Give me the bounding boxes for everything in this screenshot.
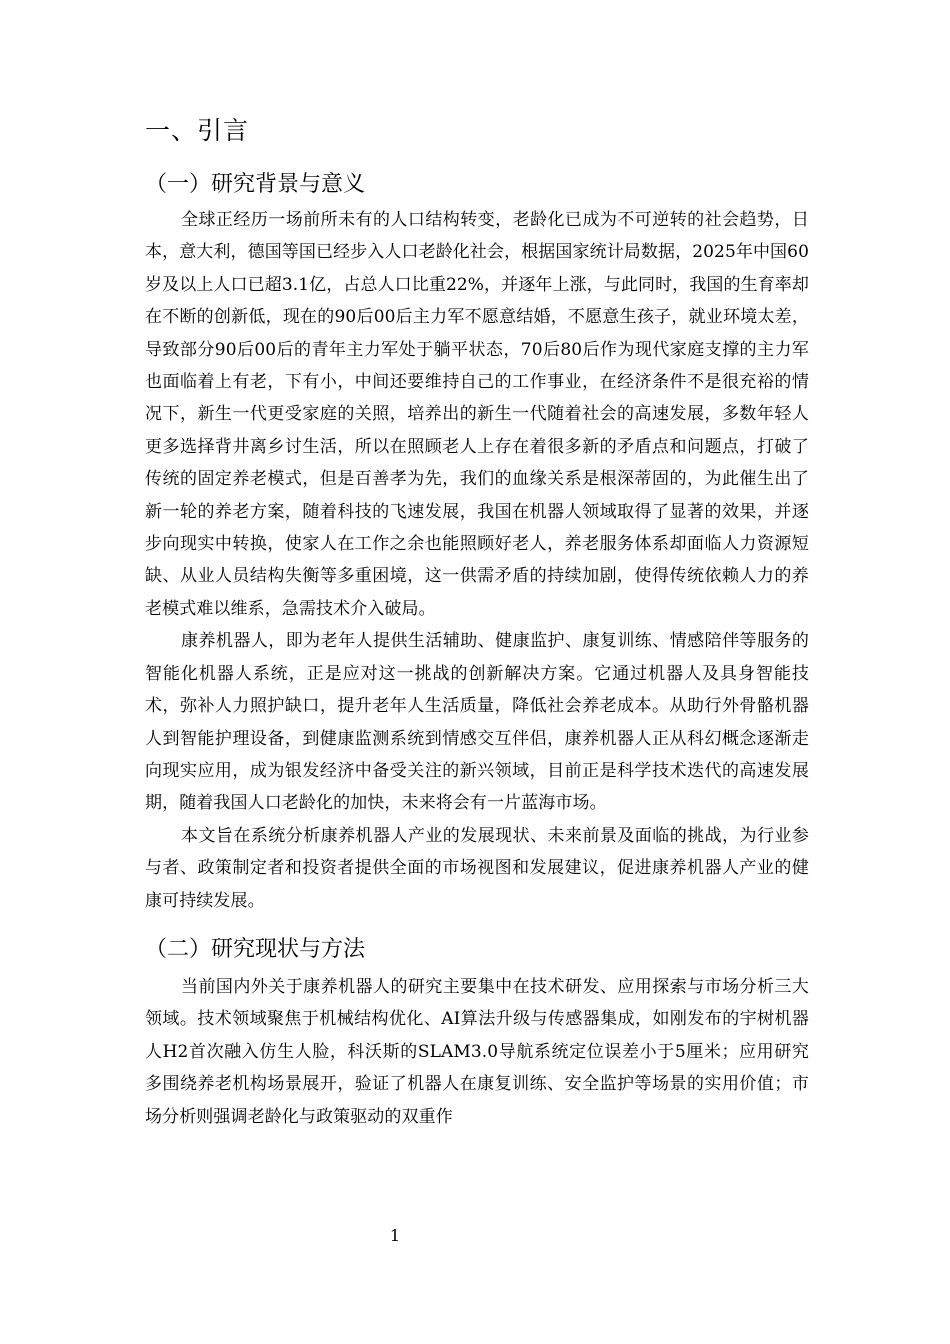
paragraph-background: 全球正经历一场前所未有的人口结构转变，老龄化已成为不可逆转的社会趋势，日本，意大利，德国等国已经步入人口老龄化社会，根据国家统计局数据，2025年中国60岁及以上人口已超3.1亿，占总人口比重22%，并逐年上涨，与此同时，我国的生育率却在不断的创新低，现在的90后00后主力军不愿意结婚，不愿意生孩子，就业环境太差，导致部分90后00后的青年主力军处于躺平状态，70后80后作为现代家庭支撑的主力军也面临着上有老，下有小，中间还要维持自己的工作事业，在经济条件不是很充裕的情况下，新生一代更受家庭的关照，培养出的新生一代随着社会的高速发展，多数年轻人更多选择背井离乡讨生活，所以在照顾老人上存在着很多新的矛盾点和问题点，打破了传统的固定养老模式，但是百善孝为先，我们的血缘关系是根深蒂固的，为此催生出了新一轮的养老方案，随着科技的飞速发展，我国在机器人领域取得了显著的效果，并逐步向现实中转换，使家人在工作之余也能照顾好老人，养老服务体系却面临人力资源短缺、从业人员结构失衡等多重困境，这一供需矛盾的持续加剧，使得传统依赖人力的养老模式难以维系，急需技术介入破局。 [145, 210, 809, 619]
section-title: 一、引言 [145, 116, 250, 145]
page-number: 1 [389, 1226, 401, 1245]
subsection-title-methods: （二）研究现状与方法 [145, 936, 366, 962]
paragraph-robot-definition: 康养机器人，即为老年人提供生活辅助、健康监护、康复训练、情感陪伴等服务的智能化机器人系统，正是应对这一挑战的创新解决方案。它通过机器人及具身智能技术，弥补人力照护缺口，提升老年人生活质量，降低社会养老成本。从助行外骨骼机器人到智能护理设备，到健康监测系统到情感交互伴侣，康养机器人正从科幻概念逐渐走向现实应用，成为银发经济中备受关注的新兴领域，目前正是科学技术迭代的高速发展期，随着我国人口老龄化的加快，未来将会有一片蓝海市场。 [145, 631, 809, 814]
page-content [145, 112, 809, 1133]
paragraph-purpose: 本文旨在系统分析康养机器人产业的发展现状、未来前景及面临的挑战，为行业参与者、政策制定者和投资者提供全面的市场视图和发展建议，促进康养机器人产业的健康可持续发展。 [145, 825, 809, 911]
paragraph-research-status: 当前国内外关于康养机器人的研究主要集中在技术研发、应用探索与市场分析三大领域。技术领域聚焦于机械结构优化、AI算法升级与传感器集成，如刚发布的宇树机器人H2首次融入仿生人脸，科沃斯的SLAM3.0导航系统定位误差小于5厘米；应用研究多围绕养老机构场景展开，验证了机器人在康复训练、安全监护等场景的实用价值；市场分析则强调老龄化与政策驱动的双重作 [145, 976, 809, 1127]
subsection-title-background: （一）研究背景与意义 [145, 172, 366, 197]
